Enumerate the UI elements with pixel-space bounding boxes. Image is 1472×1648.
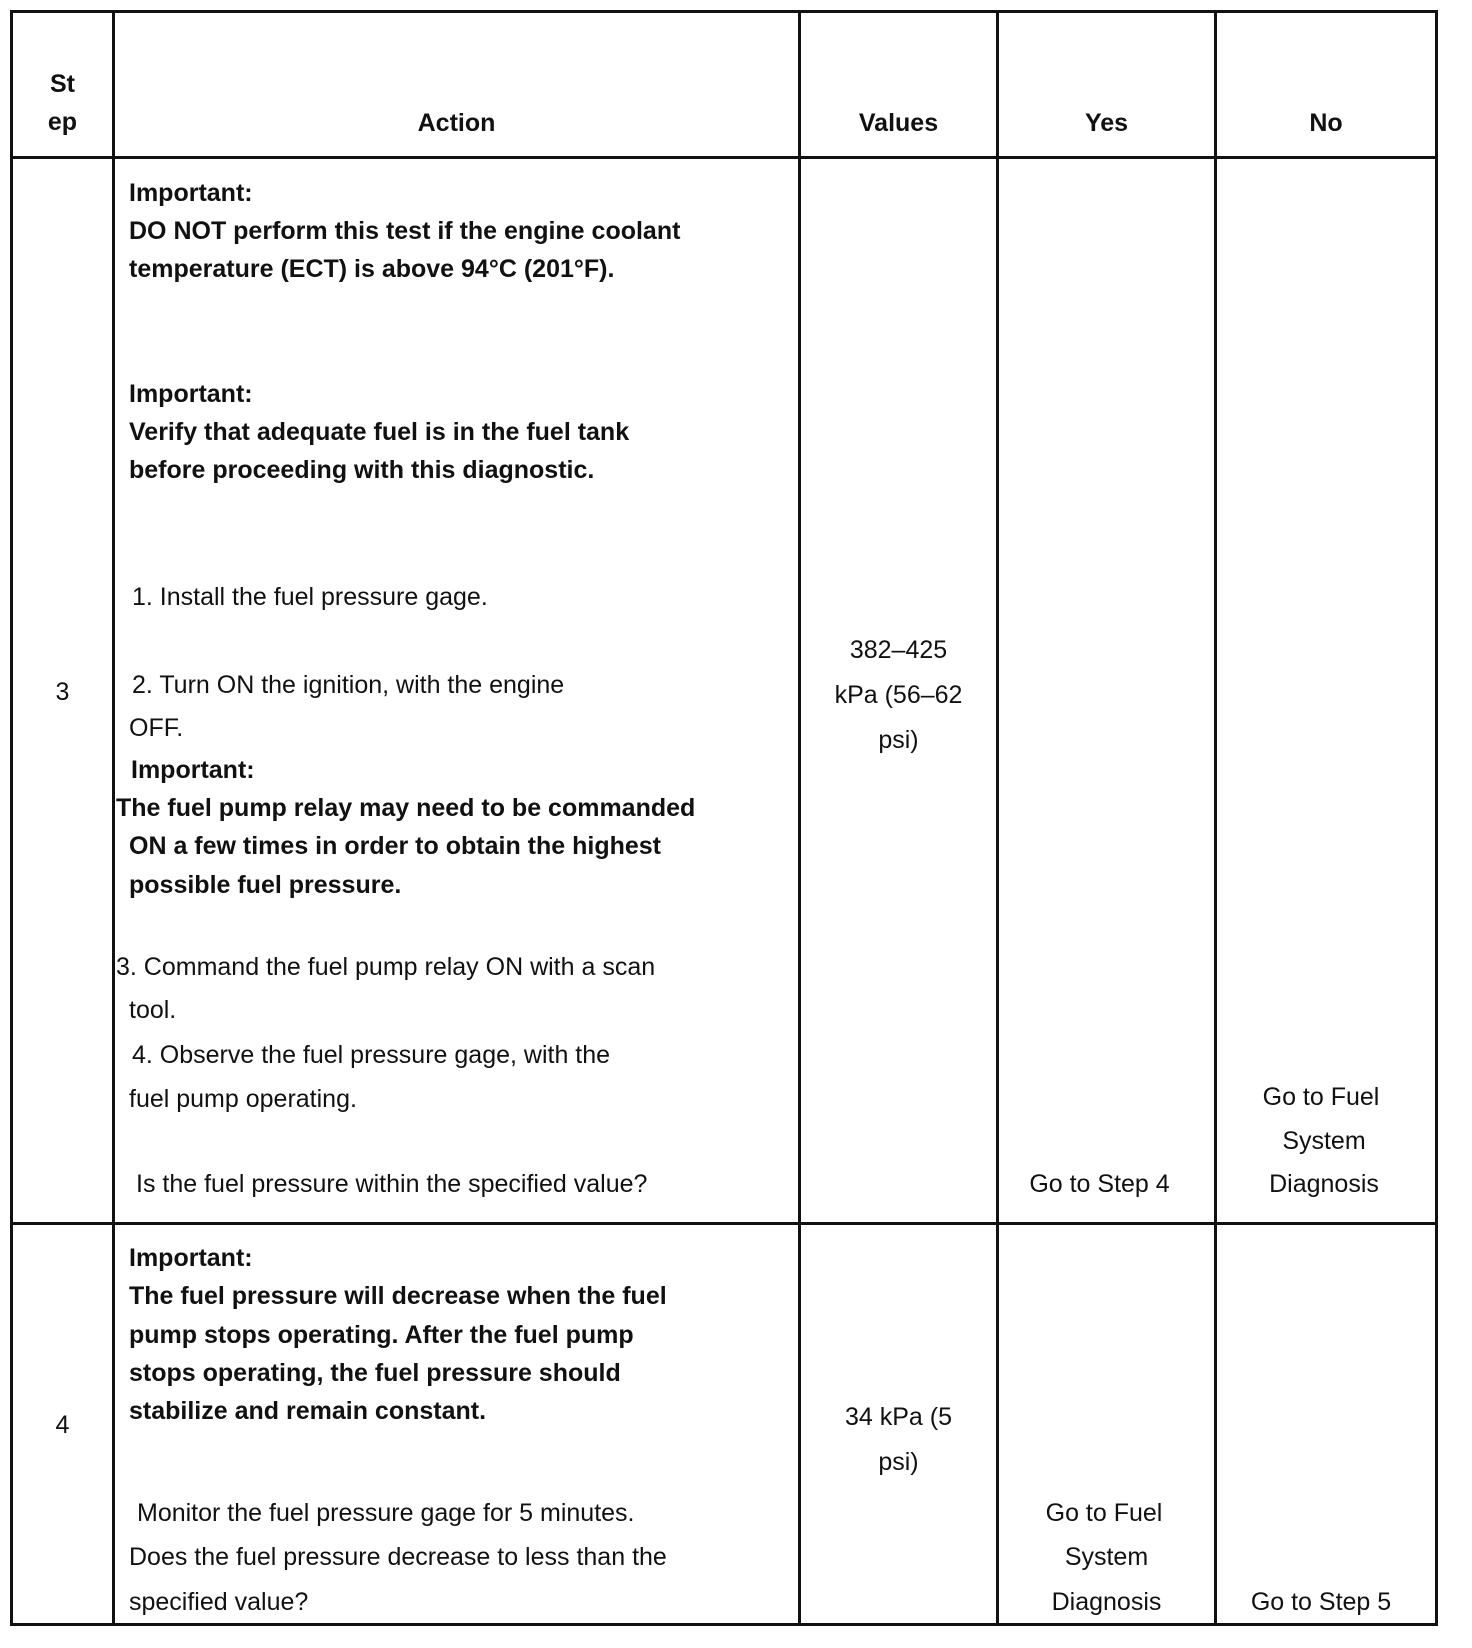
action-step: Monitor the fuel pressure gage for 5 minutes. xyxy=(137,1499,635,1527)
spec-value: 382–425 xyxy=(849,636,948,664)
column-divider xyxy=(1214,10,1217,1626)
header-step: ep xyxy=(47,108,78,136)
header-yes: Yes xyxy=(1084,109,1129,137)
no-outcome: System xyxy=(1282,1127,1366,1155)
row-divider xyxy=(10,156,1438,159)
row-divider xyxy=(10,1222,1438,1225)
action-step: fuel pump operating. xyxy=(129,1085,357,1113)
table-border-top xyxy=(10,10,1438,13)
yes-outcome: Diagnosis xyxy=(1051,1588,1162,1616)
important-label: Important: xyxy=(129,179,253,207)
no-outcome: Go to Fuel xyxy=(1262,1083,1380,1111)
step-number: 4 xyxy=(55,1411,70,1439)
spec-value: psi) xyxy=(878,726,919,754)
important-note: temperature (ECT) is above 94°C (201°F). xyxy=(129,255,615,283)
spec-value: psi) xyxy=(878,1448,919,1476)
important-note: pump stops operating. After the fuel pump xyxy=(129,1321,634,1349)
important-note: possible fuel pressure. xyxy=(129,871,402,899)
action-step: tool. xyxy=(129,996,177,1024)
spec-value: 34 kPa (5 xyxy=(844,1403,952,1431)
step-number: 3 xyxy=(55,678,70,706)
header-no: No xyxy=(1309,109,1343,137)
column-divider xyxy=(798,10,801,1626)
important-label: Important: xyxy=(129,1244,253,1272)
column-divider xyxy=(996,10,999,1626)
no-outcome: Diagnosis xyxy=(1269,1170,1379,1198)
column-divider xyxy=(112,10,115,1626)
important-note: Verify that adequate fuel is in the fuel tank xyxy=(129,418,630,446)
header-values: Values xyxy=(858,109,939,137)
yes-outcome: Go to Step 4 xyxy=(1029,1170,1170,1198)
table-border-bottom xyxy=(10,1623,1438,1626)
yes-outcome: Go to Fuel xyxy=(1045,1499,1163,1527)
important-note: ON a few times in order to obtain the highest xyxy=(129,832,661,860)
header-step: St xyxy=(50,70,75,98)
action-step: 4. Observe the fuel pressure gage, with the xyxy=(132,1041,611,1069)
yes-outcome: System xyxy=(1064,1543,1149,1571)
action-question: Does the fuel pressure decrease to less than the xyxy=(129,1543,667,1571)
spec-value: kPa (56–62 xyxy=(834,681,963,709)
no-outcome: Go to Step 5 xyxy=(1250,1588,1392,1616)
important-note: stops operating, the fuel pressure should xyxy=(129,1359,621,1387)
action-step: 1. Install the fuel pressure gage. xyxy=(132,583,488,611)
important-note: The fuel pump relay may need to be commanded xyxy=(116,794,696,822)
important-note: The fuel pressure will decrease when the fuel xyxy=(129,1282,667,1310)
important-note: stabilize and remain constant. xyxy=(129,1397,487,1425)
important-note: DO NOT perform this test if the engine coolant xyxy=(129,217,681,245)
action-question: specified value? xyxy=(129,1588,309,1616)
action-step: 3. Command the fuel pump relay ON with a scan xyxy=(116,953,656,981)
important-note: before proceeding with this diagnostic. xyxy=(129,456,595,484)
important-label: Important: xyxy=(131,756,255,784)
table-border-right xyxy=(1435,10,1438,1626)
action-question: Is the fuel pressure within the specified value? xyxy=(136,1170,648,1198)
table-border-left xyxy=(10,10,13,1626)
action-step: 2. Turn ON the ignition, with the engine xyxy=(132,671,565,699)
important-label: Important: xyxy=(129,380,253,408)
header-action: Action xyxy=(417,109,496,137)
action-step: OFF. xyxy=(129,714,184,742)
